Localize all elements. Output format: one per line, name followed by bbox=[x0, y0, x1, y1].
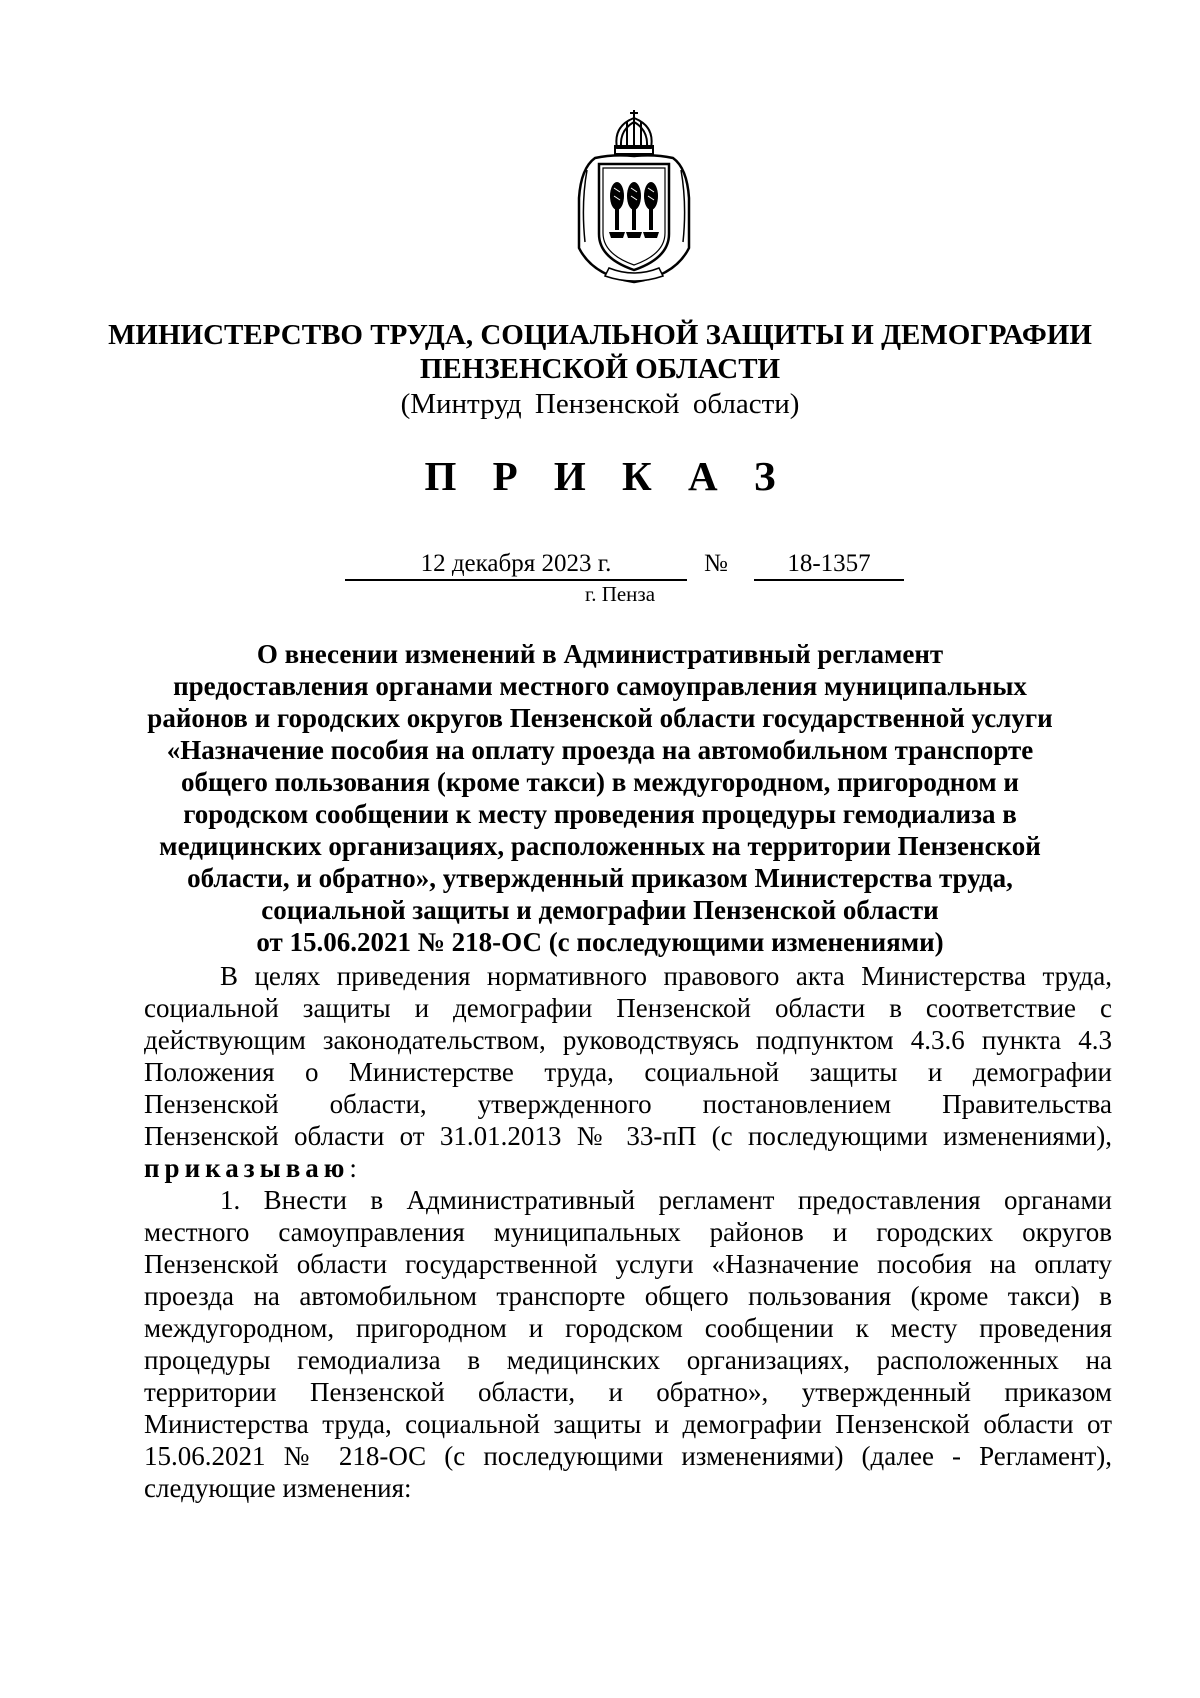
preamble-line: Пензенской области, утвержденного постановлением Правительства bbox=[144, 1089, 1112, 1119]
ministry-name-line-2: ПЕНЗЕНСКОЙ ОБЛАСТИ bbox=[419, 353, 781, 385]
item-line: проезда на автомобильном транспорте общего пользования (кроме такси) в bbox=[144, 1281, 1112, 1311]
preamble-line: В целях приведения нормативного правового акта Министерства труда, bbox=[220, 961, 1112, 991]
issue-city: г. Пенза bbox=[584, 582, 656, 606]
subject-line: предоставления органами местного самоуправления муниципальных bbox=[173, 671, 1027, 701]
coat-of-arms-emblem bbox=[573, 108, 695, 284]
subject-line: от 15.06.2021 № 218-ОС (с последующими изменениями) bbox=[256, 927, 944, 957]
ministry-name-line-1: МИНИСТЕРСТВО ТРУДА, СОЦИАЛЬНОЙ ЗАЩИТЫ И ДЕМОГРАФИИ bbox=[108, 319, 1092, 351]
order-word: приказываю bbox=[144, 1153, 350, 1183]
subject-line: медицинских организациях, расположенных на территории Пензенской bbox=[159, 831, 1041, 861]
order-word-line bbox=[144, 1152, 1112, 1184]
item-line: процедуры гемодиализа в медицинских организациях, расположенных на bbox=[144, 1345, 1112, 1375]
subject-line: «Назначение пособия на оплату проезда на автомобильном транспорте bbox=[166, 735, 1034, 765]
item-line: Министерства труда, социальной защиты и демографии Пензенской области от bbox=[144, 1409, 1112, 1439]
item-line: междугородном, пригородном и городском сообщении к месту проведения bbox=[144, 1313, 1112, 1343]
item-line: Пензенской области государственной услуги «Назначение пособия на оплату bbox=[144, 1249, 1112, 1279]
subject-line: О внесении изменений в Административный регламент bbox=[256, 639, 944, 669]
number-sign: № bbox=[704, 550, 728, 577]
preamble-line: Положения о Министерстве труда, социальной защиты и демографии bbox=[144, 1057, 1112, 1087]
item-line: территории Пензенской области, и обратно», утвержденный приказом bbox=[144, 1377, 1112, 1407]
order-colon: : bbox=[349, 1153, 357, 1183]
subject-line: социальной защиты и демографии Пензенской области bbox=[261, 895, 939, 925]
item-1-paragraph bbox=[144, 1184, 1112, 1504]
subject-line: городском сообщении к месту проведения процедуры гемодиализа в bbox=[183, 799, 1017, 829]
item-line: 15.06.2021 № 218-ОС (с последующими изменениями) (далее - Регламент), bbox=[144, 1441, 1112, 1471]
preamble-line: Пензенской области от 31.01.2013 № 33-пП (с последующими изменениями), bbox=[144, 1121, 1112, 1151]
preamble-line: действующим законодательством, руководствуясь подпунктом 4.3.6 пункта 4.3 bbox=[144, 1025, 1112, 1055]
order-number: 18-1357 bbox=[754, 548, 904, 581]
preamble-line: социальной защиты и демографии Пензенской области в соответствие с bbox=[144, 993, 1112, 1023]
subject-line: районов и городских округов Пензенской области государственной услуги bbox=[147, 703, 1053, 733]
document-type-title: П Р И К А З bbox=[424, 453, 789, 499]
item-line: следующие изменения: bbox=[144, 1473, 412, 1503]
preamble-paragraph bbox=[144, 960, 1112, 1184]
subject-line: области, и обратно», утвержденный приказом Министерства труда, bbox=[187, 863, 1013, 893]
item-line: 1. Внести в Административный регламент предоставления органами bbox=[220, 1185, 1112, 1215]
item-line: местного самоуправления муниципальных районов и городских округов bbox=[144, 1217, 1112, 1247]
order-subject bbox=[130, 638, 1070, 958]
subject-line: общего пользования (кроме такси) в междугородном, пригородном и bbox=[181, 767, 1019, 797]
ministry-short-name: (Минтруд Пензенской области) bbox=[400, 388, 800, 420]
order-date: 12 декабря 2023 г. bbox=[345, 548, 687, 581]
